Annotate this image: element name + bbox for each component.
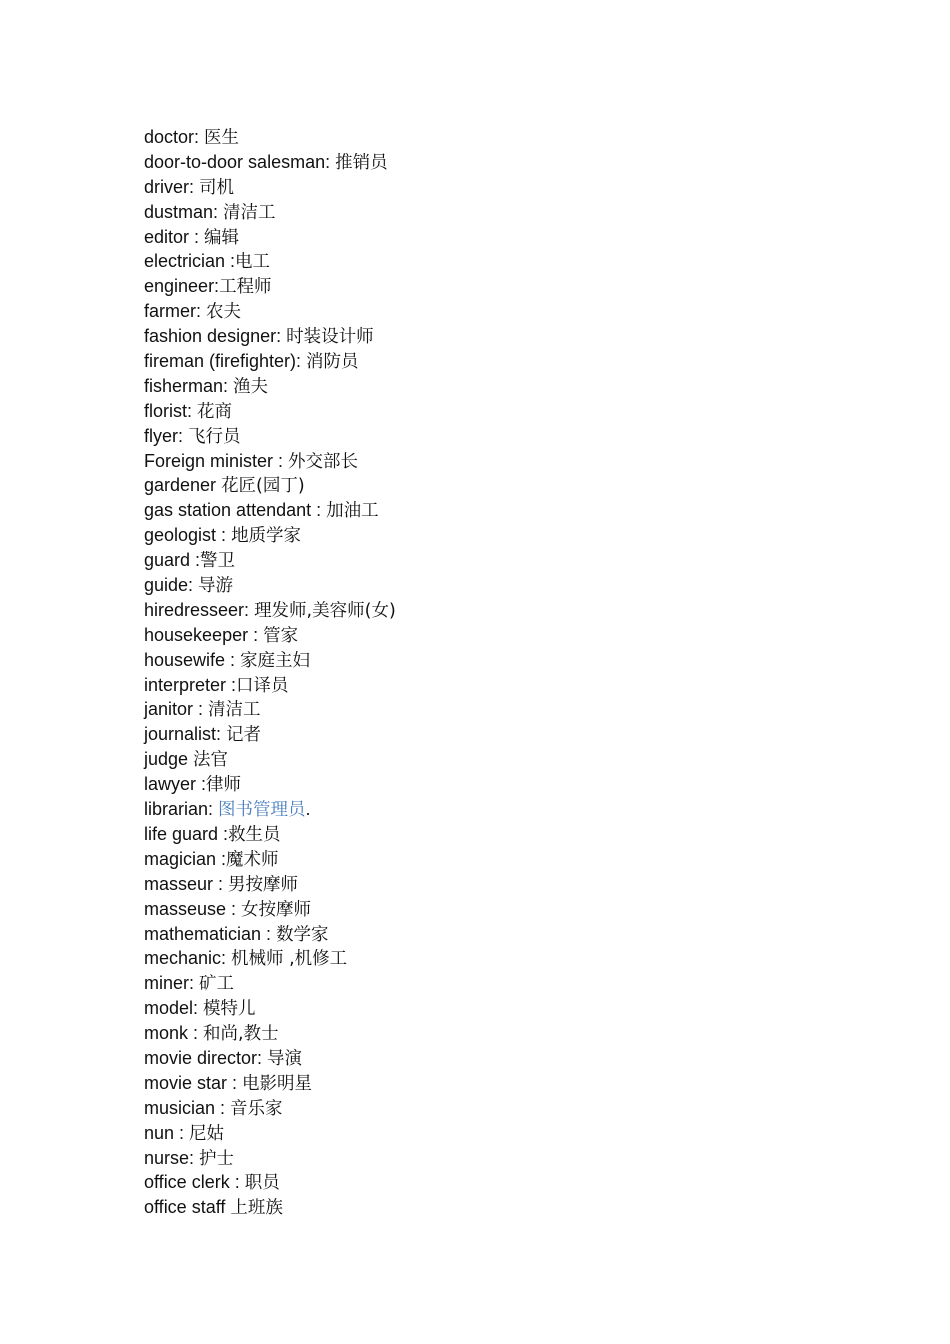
chinese-translation: 上班族 (230, 1198, 283, 1219)
chinese-translation: 律师 (206, 775, 242, 796)
english-term: movie director: (144, 1047, 268, 1068)
vocabulary-entry (144, 822, 396, 847)
vocabulary-entry (144, 424, 396, 449)
chinese-translation: 花匠(园丁) (221, 476, 305, 497)
vocabulary-entry (144, 772, 396, 797)
english-term: magician : (144, 848, 227, 869)
chinese-translation: 清洁工 (208, 700, 261, 721)
vocabulary-entry (144, 449, 396, 474)
chinese-translation-link[interactable]: 图书管理员 (218, 800, 306, 821)
english-term: driver: (144, 176, 200, 197)
vocabulary-entry (144, 498, 396, 523)
chinese-translation: 音乐家 (230, 1098, 283, 1119)
english-term: fisherman: (144, 375, 234, 396)
chinese-translation: 地质学家 (231, 526, 302, 547)
chinese-translation: 导演 (267, 1048, 303, 1069)
vocabulary-entry (144, 150, 396, 175)
english-term: nun : (144, 1122, 190, 1143)
chinese-translation: 工程师 (219, 277, 272, 298)
vocabulary-entry (144, 697, 396, 722)
chinese-translation: 时装设计师 (286, 327, 374, 348)
vocabulary-entry (144, 971, 396, 996)
vocabulary-entry (144, 996, 396, 1021)
vocabulary-entry (144, 797, 396, 822)
vocabulary-entry (144, 747, 396, 772)
english-term: guard : (144, 550, 201, 571)
english-term: movie star : (144, 1072, 243, 1093)
chinese-translation: 尼姑 (189, 1123, 225, 1144)
chinese-translation: 护士 (199, 1148, 235, 1169)
chinese-translation: 女按摩师 (241, 899, 312, 920)
chinese-translation: 渔夫 (233, 376, 269, 397)
chinese-translation: 魔术师 (226, 849, 279, 870)
chinese-translation: 农夫 (206, 302, 242, 323)
vocabulary-entry (144, 872, 396, 897)
english-term: farmer: (144, 301, 207, 322)
english-term: masseur : (144, 873, 229, 894)
chinese-translation: 管家 (263, 625, 299, 646)
chinese-translation: 和尚,教士 (203, 1024, 279, 1045)
vocabulary-entry (144, 473, 396, 498)
english-term: housewife : (144, 649, 241, 670)
english-term: housekeeper : (144, 624, 264, 645)
chinese-translation: 职员 (244, 1173, 280, 1194)
vocabulary-entry (144, 1021, 396, 1046)
chinese-translation: 推销员 (335, 152, 388, 173)
english-term: fireman (firefighter): (144, 351, 307, 372)
english-term: miner: (144, 973, 200, 994)
english-term: flyer: (144, 425, 189, 446)
vocabulary-entry (144, 274, 396, 299)
chinese-translation: 外交部长 (288, 451, 359, 472)
english-term: masseuse : (144, 898, 242, 919)
chinese-translation: 加油工 (326, 501, 379, 522)
chinese-translation: 男按摩师 (228, 874, 299, 895)
chinese-translation: 口译员 (236, 675, 289, 696)
english-term: office clerk : (144, 1172, 245, 1193)
english-term: model: (144, 998, 204, 1019)
english-term: life guard : (144, 823, 229, 844)
english-term: engineer: (144, 276, 220, 297)
vocabulary-entry (144, 225, 396, 250)
english-term: electrician : (144, 251, 236, 272)
english-term: editor : (144, 226, 205, 247)
english-term: hiredresseer: (144, 599, 255, 620)
english-term: Foreign minister : (144, 450, 289, 471)
vocabulary-entry (144, 673, 396, 698)
vocabulary-entry (144, 200, 396, 225)
vocabulary-entry (144, 648, 396, 673)
english-term: gas station attendant : (144, 500, 327, 521)
vocabulary-entry (144, 349, 396, 374)
english-term: journalist: (144, 724, 227, 745)
vocabulary-entry (144, 374, 396, 399)
english-term: doctor: (144, 127, 205, 147)
vocabulary-entry (144, 897, 396, 922)
chinese-translation: 消防员 (306, 352, 359, 373)
vocabulary-entry (144, 722, 396, 747)
chinese-translation: 飞行员 (188, 426, 241, 447)
english-term: guide: (144, 575, 199, 596)
vocabulary-entry (144, 1170, 396, 1195)
chinese-translation: 法官 (193, 750, 229, 771)
english-term: fashion designer: (144, 326, 287, 347)
chinese-translation: 导游 (198, 576, 234, 597)
vocabulary-entry (144, 324, 396, 349)
vocabulary-entry (144, 1046, 396, 1071)
english-term: geologist : (144, 525, 232, 546)
vocabulary-entry (144, 125, 396, 150)
chinese-translation: 机械师 ,机修工 (231, 949, 348, 970)
english-term: door-to-door salesman: (144, 151, 336, 172)
chinese-translation: 矿工 (199, 974, 235, 995)
vocabulary-entry (144, 399, 396, 424)
trailing-punctuation: . (305, 799, 311, 820)
vocabulary-entry (144, 1071, 396, 1096)
chinese-translation: 电工 (235, 252, 271, 273)
english-term: lawyer : (144, 774, 207, 795)
english-term: florist: (144, 400, 198, 421)
chinese-translation: 救生员 (228, 824, 281, 845)
vocabulary-entry (144, 523, 396, 548)
vocabulary-entry (144, 249, 396, 274)
vocabulary-list (144, 125, 396, 1220)
chinese-translation: 医生 (204, 128, 240, 148)
chinese-translation: 清洁工 (223, 202, 276, 223)
vocabulary-entry (144, 299, 396, 324)
english-term: dustman: (144, 201, 224, 222)
vocabulary-entry (144, 598, 396, 623)
english-term: janitor : (144, 699, 209, 720)
chinese-translation: 花商 (197, 401, 233, 422)
chinese-translation: 记者 (226, 725, 262, 746)
chinese-translation: 模特儿 (203, 999, 256, 1020)
vocabulary-entry (144, 946, 396, 971)
vocabulary-entry (144, 1146, 396, 1171)
chinese-translation: 警卫 (200, 551, 236, 572)
vocabulary-entry (144, 847, 396, 872)
vocabulary-entry (144, 548, 396, 573)
vocabulary-entry (144, 623, 396, 648)
vocabulary-entry (144, 1121, 396, 1146)
english-term: mechanic: (144, 948, 232, 969)
english-term: office staff (144, 1197, 231, 1218)
english-term: interpreter : (144, 674, 237, 695)
chinese-translation: 司机 (199, 177, 235, 198)
vocabulary-entry (144, 1195, 396, 1220)
english-term: judge (144, 749, 194, 770)
english-term: nurse: (144, 1147, 200, 1168)
vocabulary-entry (144, 175, 396, 200)
chinese-translation: 电影明星 (242, 1073, 313, 1094)
chinese-translation: 家庭主妇 (240, 650, 311, 671)
english-term: mathematician : (144, 923, 277, 944)
chinese-translation: 编辑 (204, 227, 240, 248)
chinese-translation: 数学家 (276, 924, 329, 945)
english-term: monk : (144, 1023, 204, 1044)
vocabulary-entry (144, 922, 396, 947)
english-term: librarian: (144, 799, 219, 820)
vocabulary-entry (144, 1096, 396, 1121)
english-term: gardener (144, 475, 222, 496)
english-term: musician : (144, 1097, 231, 1118)
chinese-translation: 理发师,美容师(女) (254, 600, 396, 621)
vocabulary-entry (144, 573, 396, 598)
